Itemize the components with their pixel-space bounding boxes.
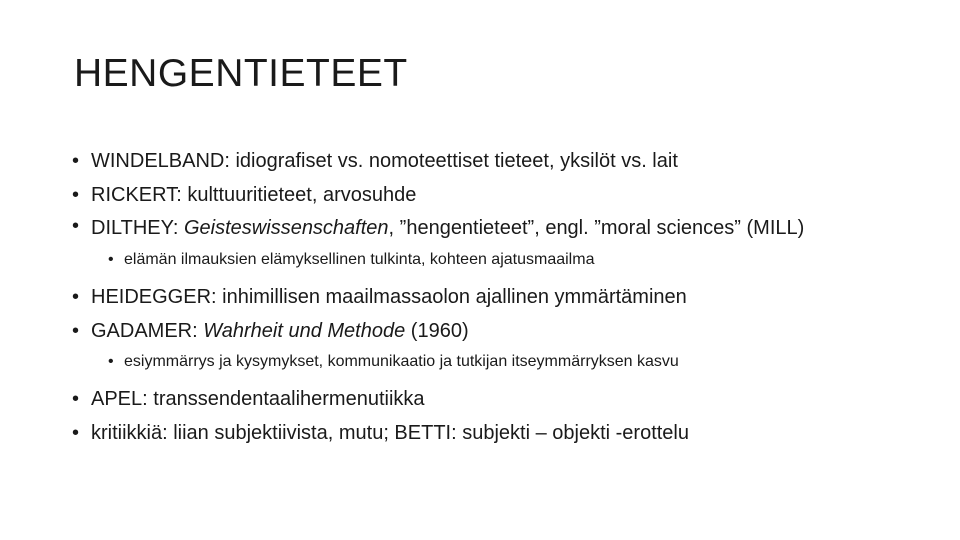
bullet-icon: •	[108, 251, 114, 268]
bullet-item-rickert	[72, 178, 892, 212]
bullet-item-windelband	[72, 144, 892, 178]
bullet-item-gadamer	[72, 314, 892, 348]
bullet-icon: •	[72, 286, 80, 308]
bullet-icon: •	[72, 422, 80, 444]
bullet-text-pre: DILTHEY:	[91, 217, 184, 239]
bullet-text-italic: Geisteswissenschaften	[184, 217, 389, 239]
bullet-item-kritiikki	[72, 416, 892, 450]
sub-bullet-text: elämän ilmauksien elämyksellinen tulkinta, kohteen ajatusmaailma	[124, 251, 595, 268]
bullet-item-heidegger	[72, 280, 892, 314]
bullet-text: RICKERT: kulttuuritieteet, arvosuhde	[91, 184, 417, 206]
bullet-text: kritiikkiä: liian subjektiivista, mutu; BETTI: subjekti – objekti -erottelu	[91, 422, 689, 444]
bullet-icon: •	[72, 215, 80, 237]
bullet-icon: •	[72, 320, 80, 342]
bullet-icon: •	[72, 184, 80, 206]
bullet-item-apel	[72, 382, 892, 416]
bullet-icon: •	[72, 388, 80, 410]
bullet-text: HEIDEGGER: inhimillisen maailmassaolon ajallinen ymmärtäminen	[91, 286, 687, 308]
bullet-text-italic: Wahrheit und Methode	[203, 320, 406, 342]
sub-bullet-text: esiymmärrys ja kysymykset, kommunikaatio ja tutkijan itseymmärryksen kasvu	[124, 353, 679, 370]
bullet-icon: •	[108, 353, 114, 370]
bullet-text-post: (1960)	[405, 320, 469, 342]
bullet-text-pre: GADAMER:	[91, 320, 204, 342]
bullet-text-post: , ”hengentieteet”, engl. ”moral sciences” (MILL)	[388, 217, 805, 239]
sub-bullet-item-gadamer	[108, 348, 892, 376]
bullet-list	[72, 144, 892, 450]
slide-title: HENGENTIETEET	[74, 52, 408, 95]
bullet-item-dilthey	[72, 212, 892, 246]
bullet-text: WINDELBAND: idiografiset vs. nomoteettiset tieteet, yksilöt vs. lait	[91, 150, 678, 172]
bullet-icon: •	[72, 150, 80, 172]
bullet-text: APEL: transsendentaalihermenutiikka	[91, 388, 425, 410]
sub-bullet-item-dilthey	[108, 246, 892, 274]
